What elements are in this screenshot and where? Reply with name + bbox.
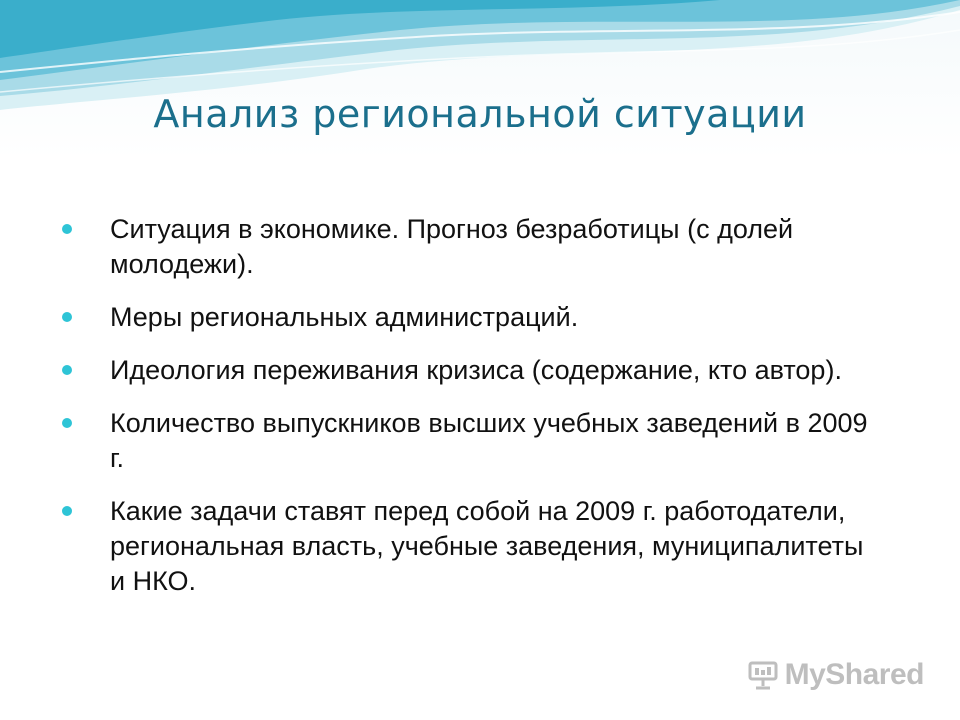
bullet-item (60, 212, 880, 282)
bullet-dot-icon (62, 224, 72, 234)
presentation-board-icon (747, 660, 779, 690)
bullet-text: Какие задачи ставят перед собой на 2009 г. работодатели, региональная власть, учебные заведения, муниципалитеты и НКО. (110, 496, 864, 596)
watermark-text: MyShared (784, 658, 924, 691)
bullet-text: Меры региональных администраций. (110, 302, 579, 332)
bullet-item (60, 494, 880, 599)
bullet-dot-icon (62, 418, 72, 428)
bullet-item (60, 300, 880, 335)
myshared-watermark[interactable] (747, 658, 924, 692)
bullet-dot-icon (62, 506, 72, 516)
bullet-list (60, 212, 880, 617)
bullet-text: Ситуация в экономике. Прогноз безработицы (с долей молодежи). (110, 214, 794, 279)
bullet-item (60, 353, 880, 388)
bullet-dot-icon (62, 312, 72, 322)
bullet-item (60, 406, 880, 476)
bullet-dot-icon (62, 365, 72, 375)
slide-title: Анализ региональной ситуации (153, 92, 807, 136)
bullet-text: Идеология переживания кризиса (содержание, кто автор). (110, 355, 842, 385)
bullet-text: Количество выпускников высших учебных заведений в 2009 г. (110, 408, 868, 473)
